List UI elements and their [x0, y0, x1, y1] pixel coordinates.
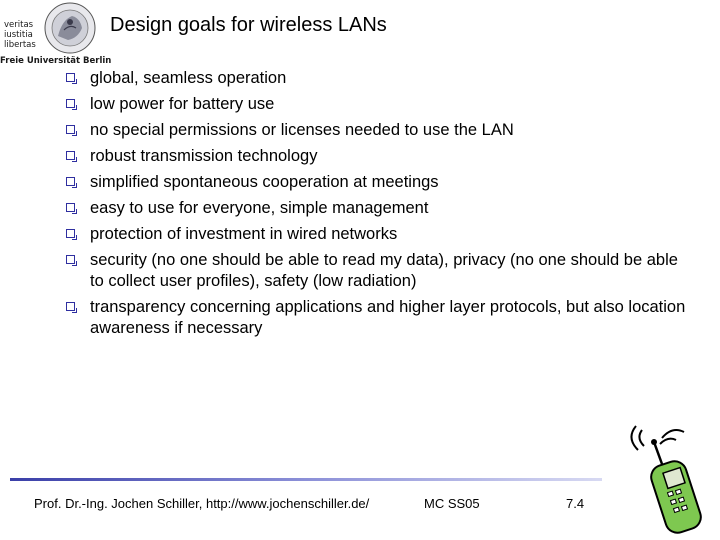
- list-item: [66, 297, 696, 339]
- bullet-text: security (no one should be able to read my data), privacy (no one should be able to collect user profiles), safety (low radiation): [90, 251, 678, 290]
- bullet-box-icon: [66, 177, 75, 186]
- list-item: [66, 224, 696, 245]
- list-item: [66, 120, 696, 141]
- bullet-text: low power for battery use: [90, 95, 275, 113]
- bullet-box-icon: [66, 203, 75, 212]
- list-item: [66, 68, 696, 89]
- bullet-text: robust transmission technology: [90, 147, 318, 165]
- bullet-box-icon: [66, 151, 75, 160]
- bullet-text: transparency concerning applications and higher layer protocols, but also location awareness if necessary: [90, 298, 686, 337]
- bullet-box-icon: [66, 99, 75, 108]
- wireless-phone-icon: [616, 418, 712, 534]
- university-seal-icon: [44, 0, 96, 56]
- list-item: [66, 172, 696, 193]
- bullet-text: protection of investment in wired networks: [90, 225, 398, 243]
- list-item: [66, 250, 696, 292]
- bullet-box-icon: [66, 229, 75, 238]
- bullet-text: global, seamless operation: [90, 69, 287, 87]
- footer-page-number: 7.4: [566, 496, 585, 511]
- logo-university-name: Freie Universität Berlin: [0, 56, 112, 66]
- bullet-box-icon: [66, 125, 75, 134]
- footer-author: Prof. Dr.-Ing. Jochen Schiller, http://www.jochenschiller.de/: [34, 496, 370, 511]
- bullet-box-icon: [66, 255, 75, 264]
- logo-motto-line: veritas: [4, 20, 34, 30]
- logo-motto-line: libertas: [4, 40, 36, 50]
- university-logo: [0, 0, 112, 66]
- page-title: Design goals for wireless LANs: [110, 14, 387, 36]
- bullet-box-icon: [66, 302, 75, 311]
- bullet-text: easy to use for everyone, simple management: [90, 199, 429, 217]
- list-item: [66, 94, 696, 115]
- bullet-text: no special permissions or licenses needed to use the LAN: [90, 121, 514, 139]
- bullet-list: [66, 68, 696, 344]
- logo-motto-line: iustitia: [4, 30, 33, 40]
- bullet-box-icon: [66, 73, 75, 82]
- footer-divider: [10, 478, 602, 481]
- list-item: [66, 198, 696, 219]
- logo-motto: [4, 20, 48, 50]
- footer-course: MC SS05: [424, 496, 480, 511]
- bullet-text: simplified spontaneous cooperation at meetings: [90, 173, 439, 191]
- list-item: [66, 146, 696, 167]
